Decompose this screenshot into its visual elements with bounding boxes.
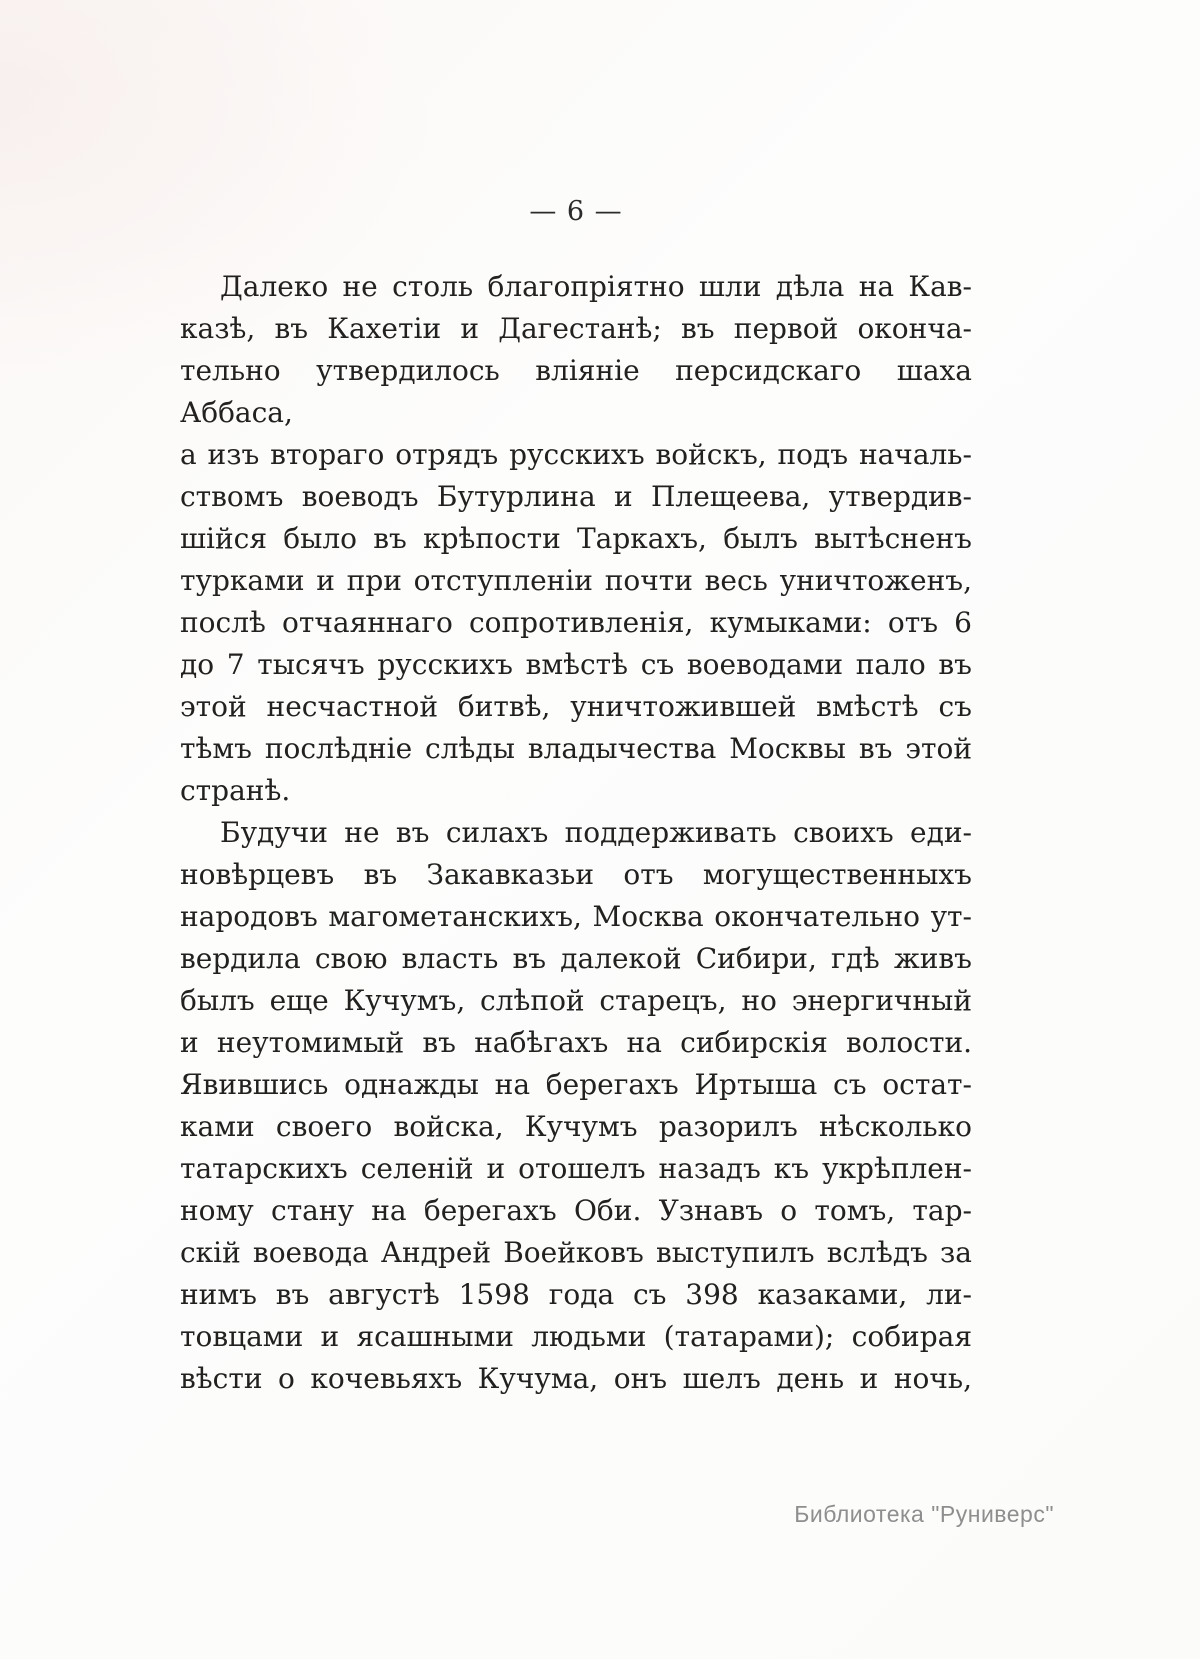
text-line: скій воевода Андрей Воейковъ выступилъ вслѣдъ за [180, 1236, 972, 1269]
text-line: Далеко не столь благопріятно шли дѣла на Кав- [220, 270, 972, 303]
text-line: товцами и ясашными людьми (татарами); собирая [180, 1320, 972, 1353]
text-line: вѣсти о кочевьяхъ Кучума, онъ шелъ день и ночь, [180, 1362, 972, 1395]
text-line: былъ еще Кучумъ, слѣпой старецъ, но энергичный [180, 984, 972, 1017]
text-line: турками и при отступленіи почти весь уничтоженъ, [180, 564, 972, 597]
text-block [180, 266, 972, 1400]
text-line: и неутомимый въ набѣгахъ на сибирскія волости. [180, 1026, 972, 1059]
text-line: ствомъ воеводъ Бутурлина и Плещеева, утвердив- [180, 480, 972, 513]
text-line: народовъ магометанскихъ, Москва окончательно ут- [180, 900, 972, 933]
text-line: этой несчастной битвѣ, уничтожившей вмѣстѣ съ [180, 690, 972, 723]
library-watermark: Библиотека "Руниверс" [794, 1501, 1054, 1527]
text-line: послѣ отчаяннаго сопротивленія, кумыками: отъ 6 [180, 606, 972, 639]
text-line: вердила свою власть въ далекой Сибири, гдѣ живъ [180, 942, 972, 975]
text-line: нимъ въ августѣ 1598 года съ 398 казаками, ли- [180, 1278, 972, 1311]
text-line: ному стану на берегахъ Оби. Узнавъ о томъ, тар- [180, 1194, 972, 1227]
paragraph-1 [180, 266, 972, 812]
text-line: а изъ втораго отрядъ русскихъ войскъ, подъ началь- [180, 438, 972, 471]
text-line: татарскихъ селеній и отошелъ назадъ къ укрѣплен- [180, 1152, 972, 1185]
text-line: тельно утвердилось вліяніе персидскаго шаха Аббаса, [180, 354, 972, 429]
text-line: новѣрцевъ въ Закавказьи отъ могущественныхъ [180, 858, 972, 891]
text-line: Будучи не въ силахъ поддерживать своихъ еди- [220, 816, 972, 849]
text-line: до 7 тысячъ русскихъ вмѣстѣ съ воеводами пало въ [180, 648, 972, 681]
page-number: — 6 — [529, 196, 623, 227]
text-line: шійся было въ крѣпости Таркахъ, былъ вытѣсненъ [180, 522, 972, 555]
paragraph-2 [180, 812, 972, 1400]
text-line: странѣ. [180, 774, 291, 807]
text-line: тѣмъ послѣдніе слѣды владычества Москвы въ этой [180, 732, 972, 765]
text-line: казѣ, въ Кахетіи и Дагестанѣ; въ первой оконча- [180, 312, 972, 345]
text-line: ками своего войска, Кучумъ разорилъ нѣсколько [180, 1110, 972, 1143]
text-line: Явившись однажды на берегахъ Иртыша съ остат- [180, 1068, 972, 1101]
